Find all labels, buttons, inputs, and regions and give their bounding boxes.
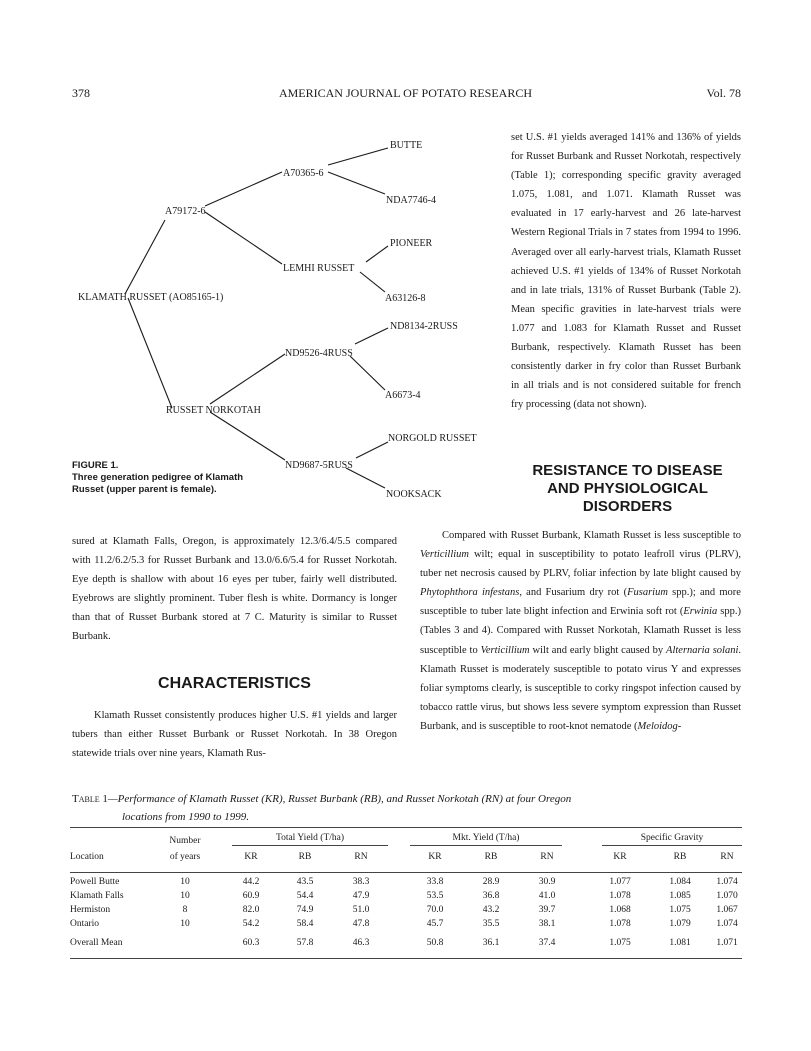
- table-cell-value: 33.8: [426, 877, 444, 887]
- left-column-paragraph-1: sured at Klamath Falls, Oregon, is approximately 12.3/6.4/5.5 compared with 11.2/6.2/5.3 for Russet Burbank and 13.0/6.6/5.4 for Russet Norkotah. Eye depth is shallow with about 16 eyes per tuber, fairly well distributed. Eyebrows are slightly prominent. Tuber flesh is white. Dormancy is longer than that of Russet Burbank stored at 7 C. Maturity is similar to Russet Burbank.: [72, 536, 397, 643]
- text-run: wilt; equal in susceptibility to potato leafroll virus (PLRV), tuber net necrosis caused by PLRV, foliar infection by late blight caused by: [420, 549, 741, 580]
- node-butte: BUTTE: [390, 140, 423, 151]
- table-cell-value: 44.2: [242, 877, 260, 887]
- table-cell-value: 41.0: [538, 891, 556, 901]
- table-top-rule: [70, 827, 742, 828]
- table-cell-value: 43.5: [296, 877, 314, 887]
- edge-nd9526-a6673: [350, 356, 385, 390]
- sub-header: KR: [244, 852, 258, 862]
- table-cell-value: 1.070: [716, 891, 738, 901]
- node-russet-norkotah: RUSSET NORKOTAH: [166, 405, 261, 416]
- table-cell-value: 54.4: [296, 891, 314, 901]
- sub-header: RB: [484, 852, 498, 862]
- pedigree-diagram: [0, 0, 500, 510]
- node-a70365: A70365-6: [283, 168, 324, 179]
- node-nda7746: NDA7746-4: [386, 195, 436, 206]
- text-run-italic: Fusarium: [627, 587, 668, 599]
- edge-nd9687-norgold: [356, 442, 388, 458]
- table-cell-value: 1.077: [609, 877, 631, 887]
- table-cell-value: 1.079: [669, 919, 691, 929]
- table-cell-value: 1.074: [716, 919, 738, 929]
- table-cell-years: 10: [180, 919, 190, 929]
- text-run: , and Fusarium dry rot (: [519, 587, 628, 599]
- col-header-years-1: Number: [169, 836, 201, 846]
- table-cell-mean-label: Overall Mean: [70, 938, 123, 948]
- table-cell-value: 47.8: [352, 919, 370, 929]
- sub-header: KR: [613, 852, 627, 862]
- table-title-line2: locations from 1990 to 1999.: [122, 811, 250, 823]
- heading-line: RESISTANCE TO DISEASE: [532, 462, 723, 479]
- edge-a79172-lemhi: [205, 212, 282, 264]
- edge-a70365-butte: [328, 148, 388, 165]
- table-cell-value: 1.078: [609, 919, 631, 929]
- edge-lemhi-pioneer: [366, 246, 388, 262]
- sub-header: RN: [540, 852, 554, 862]
- table-cell-mean-value: 37.4: [538, 938, 556, 948]
- edge-nd9687-nooksack: [346, 468, 385, 488]
- edge-root-upper: [125, 220, 165, 294]
- table-cell-value: 38.1: [538, 919, 556, 929]
- node-pioneer: PIONEER: [390, 238, 433, 249]
- edge-a70365-nda7746: [328, 172, 385, 194]
- table-cell-value: 1.068: [609, 905, 631, 915]
- table-cell-location: Hermiston: [70, 905, 111, 915]
- sub-header: RB: [673, 852, 687, 862]
- table-cell-mean-value: 1.081: [669, 938, 691, 948]
- node-nd9687: ND9687-5RUSS: [285, 460, 353, 471]
- node-nd9526: ND9526-4RUSS: [285, 348, 353, 359]
- table-cell-mean-value: 57.8: [296, 938, 314, 948]
- col-header-location: Location: [70, 852, 104, 862]
- figure-caption-text: Three generation pedigree of Klamath Russet (upper parent is female).: [72, 472, 244, 495]
- group-rule-sg: [602, 845, 742, 846]
- text-run: . Klamath Russet is moderately susceptible to potato virus Y and expresses foliar symptoms clearly, is susceptible to corky ringspot infection caused by tobacco rattle virus, but shows less severe symptom expression than Russet Burbank, and is susceptible to root-knot nematode (: [420, 644, 741, 732]
- node-norgold-russet: NORGOLD RUSSET: [388, 433, 477, 444]
- volume-label: Vol. 78: [706, 86, 741, 100]
- sub-header: RN: [720, 852, 734, 862]
- text-run-italic: Verticillium: [420, 549, 469, 561]
- right-column-paragraph: set U.S. #1 yields averaged 141% and 136% of yields for Russet Burbank and Russet Norkotah, respectively (Table 1); corresponding specific gravity averaged 1.075, 1.081, and 1.071. Klamath Russet was evaluated in 17 early-harvest and 26 late-harvest Western Regional Trials in 7 states from 1994 to 1996. Averaged over all early-harvest trials, Klamath Russet achieved U.S. #1 yields of 134% of Russet Norkotah and in late trials, 131% of Russet Burbank (Table 2). Mean specific gravities in late-harvest trials were 1.077 and 1.083 for Klamath Russet and Russet Burbank, respectively. Klamath Russet has been consistently darker in fry color than Russet Burbank in all trials and is not considered suitable for french fry processing (data not shown).: [511, 132, 741, 411]
- text-run-italic: Alternaria solani: [666, 644, 739, 656]
- table-cell-value: 43.2: [482, 905, 500, 915]
- text-run: wilt and early blight caused by: [529, 644, 667, 656]
- edge-root-lower: [128, 298, 172, 408]
- table-cell-location: Klamath Falls: [70, 891, 124, 901]
- table-cell-value: 39.7: [538, 905, 556, 915]
- table-cell-mean-value: 60.3: [242, 938, 260, 948]
- table-title-line1: —Performance of Klamath Russet (KR), Russet Burbank (RB), and Russet Norkotah (RN) at four Oregon: [107, 793, 572, 805]
- table-cell-value: 58.4: [296, 919, 314, 929]
- sub-header: RN: [354, 852, 368, 862]
- text-run: spp.); and more susceptible to tuber late blight infection and Erwinia soft rot (: [420, 587, 741, 618]
- table-cell-value: 54.2: [242, 919, 260, 929]
- edge-norkotah-nd9526: [210, 354, 285, 404]
- table-cell-value: 1.085: [669, 891, 691, 901]
- group-rule-mkt: [410, 845, 562, 846]
- node-a6673: A6673-4: [385, 390, 421, 401]
- table-cell-value: 36.8: [482, 891, 500, 901]
- table-cell-value: 1.075: [669, 905, 691, 915]
- table-cell-value: 1.067: [716, 905, 738, 915]
- table-cell-years: 10: [180, 891, 190, 901]
- group-header-mkt-yield: Mkt. Yield (T/ha): [452, 833, 520, 843]
- figure-label: FIGURE 1.: [72, 460, 119, 471]
- table-cell-value: 74.9: [296, 905, 314, 915]
- table-cell-mean-value: 1.075: [609, 938, 631, 948]
- table-cell-value: 47.9: [352, 891, 370, 901]
- table-cell-value: 60.9: [242, 891, 260, 901]
- table-cell-value: 1.084: [669, 877, 691, 887]
- heading-line: DISORDERS: [582, 498, 673, 515]
- edge-norkotah-nd9687: [210, 412, 285, 460]
- node-nd8134: ND8134-2RUSS: [390, 321, 458, 332]
- text-run: Compared with Russet Burbank, Klamath Russet is less susceptible to: [442, 530, 741, 541]
- heading-line: AND PHYSIOLOGICAL: [547, 480, 708, 497]
- table-cell-mean-value: 1.071: [716, 938, 738, 948]
- section-heading-characteristics: CHARACTERISTICS: [158, 675, 311, 692]
- group-rule-total: [232, 845, 388, 846]
- table-cell-location: Ontario: [70, 919, 100, 929]
- col-header-years-2: of years: [169, 852, 201, 862]
- text-run-italic: Erwinia: [683, 606, 718, 618]
- table-label: Table 1: [72, 793, 108, 805]
- text-run: spp.) (Tables 3 and 4). Compared with Russet Norkotah, Klamath Russet is less susceptible to: [420, 606, 741, 656]
- journal-title: AMERICAN JOURNAL OF POTATO RESEARCH: [278, 86, 533, 100]
- table-cell-mean-value: 50.8: [426, 938, 444, 948]
- page-number: 378: [72, 86, 90, 100]
- table-cell-value: 1.074: [716, 877, 738, 887]
- text-run-italic: Meloidog-: [637, 720, 682, 732]
- group-header-total-yield: Total Yield (T/ha): [275, 833, 345, 843]
- table-cell-value: 70.0: [426, 905, 444, 915]
- table-cell-value: 38.3: [352, 877, 370, 887]
- node-a79172: A79172-6: [165, 206, 206, 217]
- edge-nd9526-nd8134: [355, 328, 388, 344]
- group-header-specific-gravity: Specific Gravity: [640, 833, 704, 843]
- text-run-italic: Phytophthora infestans: [420, 587, 520, 599]
- table-cell-value: 51.0: [352, 905, 370, 915]
- node-nooksack: NOOKSACK: [386, 489, 442, 500]
- edge-a79172-a70365: [205, 172, 282, 206]
- node-a63126: A63126-8: [385, 293, 426, 304]
- table-cell-years: 10: [180, 877, 190, 887]
- left-column-paragraph-2: Klamath Russet consistently produces higher U.S. #1 yields and larger tubers than either Russet Burbank or Russet Norkotah. In 38 Oregon statewide trials over nine years, Klamath Rus-: [72, 710, 397, 760]
- table-cell-value: 35.5: [482, 919, 500, 929]
- edge-lemhi-a63126: [360, 272, 385, 292]
- table-cell-value: 53.5: [426, 891, 444, 901]
- text-run-italic: Verticillium: [480, 644, 530, 656]
- table-cell-value: 1.078: [609, 891, 631, 901]
- table-cell-years: 8: [182, 905, 188, 915]
- node-root: KLAMATH RUSSET (AO85165-1): [78, 292, 224, 303]
- figure-caption: [72, 460, 272, 496]
- table-cell-value: 45.7: [426, 919, 444, 929]
- table-cell-value: 30.9: [538, 877, 556, 887]
- table-cell-value: 82.0: [242, 905, 260, 915]
- section-heading-resistance: [505, 462, 750, 516]
- table-cell-mean-value: 46.3: [352, 938, 370, 948]
- sub-header: KR: [428, 852, 442, 862]
- table-caption: [72, 790, 762, 826]
- table-cell-value: 28.9: [482, 877, 500, 887]
- table-header-rule: [70, 872, 742, 873]
- table-bottom-rule: [70, 958, 742, 959]
- right-column-paragraph-2: [420, 526, 741, 736]
- node-lemhi-russet: LEMHI RUSSET: [283, 263, 355, 274]
- table-cell-location: Powell Butte: [70, 877, 120, 887]
- sub-header: RB: [298, 852, 312, 862]
- table-cell-mean-value: 36.1: [482, 938, 500, 948]
